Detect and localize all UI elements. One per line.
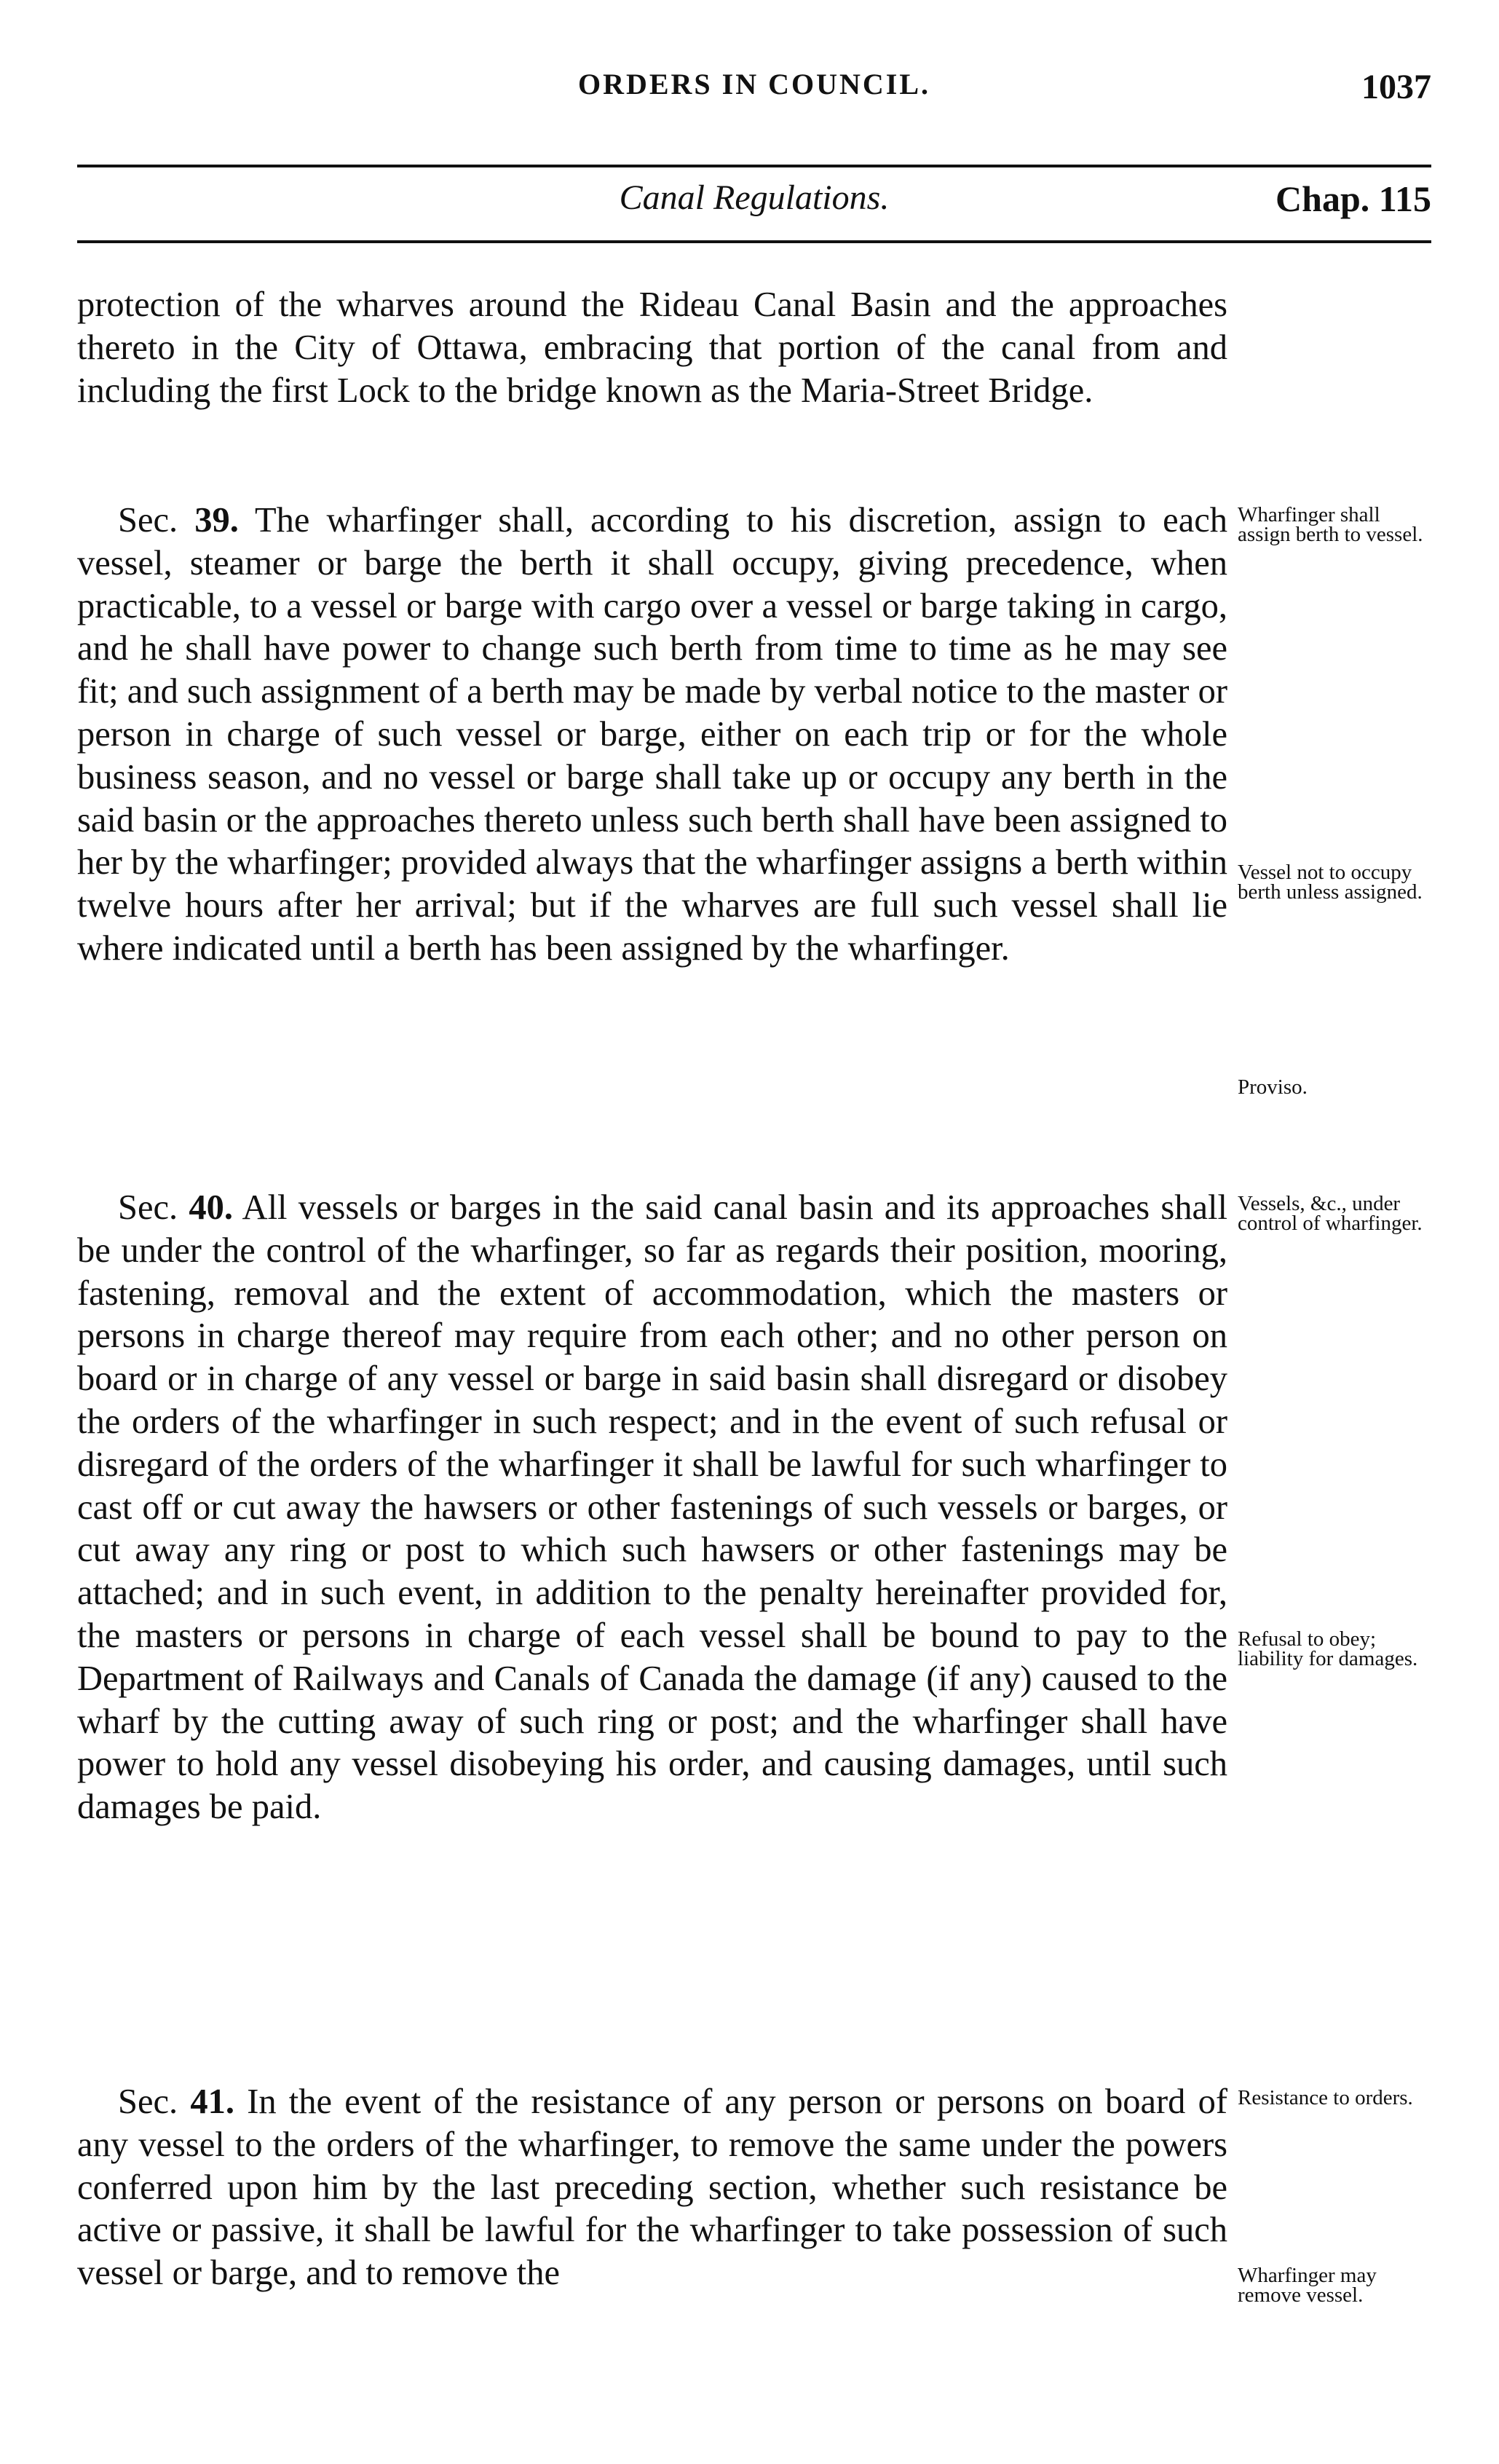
margin-note: Vessel not to occupy berth unless assigned. (1238, 861, 1423, 904)
subheader-rule (77, 240, 1431, 243)
section-41 (77, 2081, 1227, 2295)
section-header (77, 178, 1431, 229)
continuation-paragraph: protection of the wharves around the Rideau Canal Basin and the approaches thereto in the City of Ottawa, embracing that portion of the canal from and including the first Lock to the bridge known as the Maria-Street Bridge. (77, 285, 1227, 410)
header-rule (77, 165, 1431, 167)
section-label: Sec. (118, 1188, 178, 1227)
section-label: Sec. (118, 501, 178, 540)
chapter-label: Chap. 115 (1275, 178, 1431, 219)
section-40 (77, 1187, 1227, 1829)
section-text: All vessels or barges in the said canal basin and its approaches shall be under the control of the wharfinger, so far as regards their position, mooring, fastening, removal and the extent of accommodation, which the masters or persons in charge thereof may require from each other; and no other person on board or in charge of any vessel or barge in said basin shall disregard or disobey the orders of the wharfinger in such respect; and in the event of such refusal or disregard of the orders of the wharfinger it shall be lawful for such wharfinger to cast off or cut away the hawsers or other fastenings of such vessels or barges, or cut away any ring or post to which such hawsers or other fastenings may be attached; and in such event, in addition to the penalty hereinafter provided for, the masters or persons in charge of each vessel shall be bound to pay to the Department of Railways and Canals of Canada the damage (if any) caused to the wharf by the cutting away of such ring or post; and the wharfinger shall have power to hold any vessel disobeying his order, and causing damages, until such damages be paid. (77, 1188, 1227, 1827)
margin-note: Proviso. (1238, 1075, 1308, 1099)
page-number: 1037 (1361, 68, 1431, 106)
section-number: 39. (194, 501, 239, 540)
margin-note: Refusal to obey; liability for damages. (1238, 1627, 1418, 1670)
section-text: The wharfinger shall, according to his discretion, assign to each vessel, steamer or barge the berth it shall occupy, giving precedence, when practicable, to a vessel or barge with cargo over a vessel or barge taking in cargo, and he shall have power to change such berth from time to time as he may see fit; and such assignment of a berth may be made by verbal notice to the master or person in charge of such vessel or barge, either on each trip or for the whole business season, and no vessel or barge shall take up or occupy any berth in the said basin or the approaches thereto unless such berth shall have been assigned to her by the wharfinger; provided always that the wharfinger assigns a berth within twelve hours after her arrival; but if the wharves are full such vessel shall lie where indicated until a berth has been assigned by the wharfinger. (77, 501, 1227, 968)
subtitle: Canal Regulations. (619, 178, 890, 217)
margin-note: Resistance to orders. (1238, 2086, 1413, 2109)
margin-note: Wharfinger may remove vessel. (1238, 2264, 1377, 2307)
section-text: In the event of the resistance of any person or persons on board of any vessel to the orders of the wharfinger, to remove the same under the powers conferred upon him by the last preceding section, whether such resistance be active or passive, it shall be lawful for the wharfinger to take possession of such vessel or barge, and to remove the (77, 2082, 1227, 2293)
section-number: 41. (190, 2082, 234, 2121)
running-header (77, 67, 1431, 118)
section-39 (77, 499, 1227, 971)
section-label: Sec. (118, 2082, 178, 2121)
margin-note: Wharfinger shall assign berth to vessel. (1238, 503, 1423, 546)
section-number: 40. (189, 1188, 233, 1227)
running-title: ORDERS IN COUNCIL. (577, 68, 931, 100)
margin-note: Vessels, &c., under control of wharfinger. (1238, 1192, 1423, 1235)
